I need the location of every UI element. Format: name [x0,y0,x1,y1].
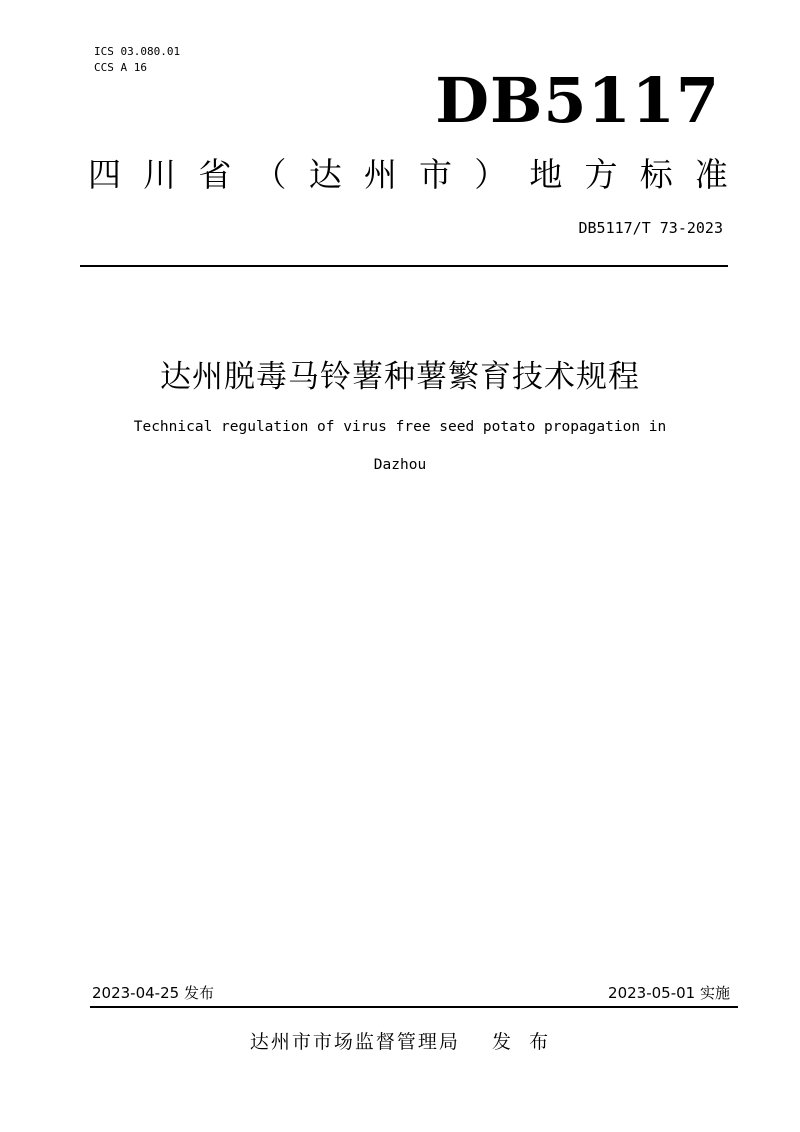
document-title-english [90,408,710,484]
standard-type-char: 达 [308,155,342,194]
classification-codes [94,44,180,76]
standard-type-char: ） [474,155,508,194]
standard-type-char: 市 [419,155,453,194]
issue-date: 2023-04-25 发布 [92,984,214,1002]
standard-type-char: 准 [694,155,728,194]
standard-type-char: 州 [363,155,397,194]
english-title-line-2: Dazhou [373,457,427,473]
document-title-chinese: 达州脱毒马铃薯种薯繁育技术规程 [160,359,640,395]
standard-type-char: 川 [143,155,177,194]
standard-type-heading [88,150,728,200]
standard-type-char: 四 [88,155,121,194]
standard-number: DB5117/T 73-2023 [578,219,723,237]
standard-type-char: 标 [639,155,673,194]
standard-type-char: 地 [529,155,563,194]
header-divider [80,265,728,267]
issuing-authority: 达州市市场监督管理局 发 布 [249,1031,551,1053]
footer-divider [90,1006,738,1008]
standard-type-char: 省 [198,155,232,194]
standard-code-logo: DB5117 [435,64,720,137]
ics-code: ICS 03.080.01 [94,45,181,58]
implementation-date: 2023-05-01 实施 [608,984,730,1002]
standard-type-char: 方 [584,155,618,194]
ccs-code: CCS A 16 [94,61,147,74]
standard-type-char: （ [253,155,287,194]
english-title-line-1: Technical regulation of virus free seed potato propagation in [133,419,667,435]
